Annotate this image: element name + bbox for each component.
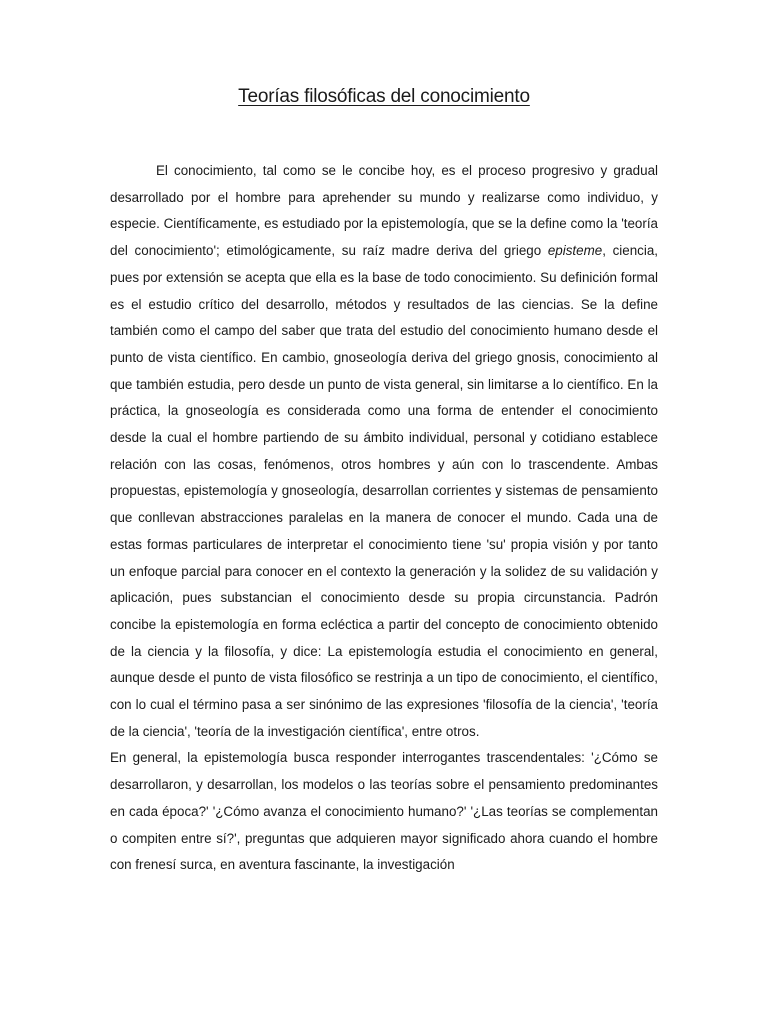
paragraph-2: En general, la epistemología busca responder interrogantes trascendentales: '¿Cómo se desarrollaron, y desarrollan, los modelos o las teorías sobre el pensamiento predominantes en cada época?' '¿Cómo avanza el conocimiento humano?' '¿Las teorías se complementan o compiten entre sí?', preguntas que adquieren mayor significado ahora cuando el hombre con frenesí surca, en aventura fascinante, la investigación <box>110 750 658 873</box>
italic-term-episteme: episteme <box>547 243 603 259</box>
paragraph-1-text-start: El conocimiento, tal como se le concibe hoy, es el proceso progresivo y gradual desarrollado por el hombre para aprehender su mundo y realizarse como individuo, y especie. Científicamente, es estudiado por la epistemología, que se la define como la 'teoría del conocimiento'; etimológicamente, su raíz madre deriva del griego <box>110 163 658 259</box>
document-title: Teorías filosóficas del conocimiento <box>238 86 530 107</box>
document-body <box>110 158 658 879</box>
paragraph-1 <box>110 158 658 745</box>
paragraph-1-text-end: , ciencia, pues por extensión se acepta que ella es la base de todo conocimiento. Su definición formal es el estudio crítico del desarrollo, métodos y resultados de las ciencias. Se la define también como el campo del saber que trata del estudio del conocimiento humano desde el punto de vista científico. En cambio, gnoseología deriva del griego gnosis, conocimiento al que también estudia, pero desde un punto de vista general, sin limitarse a lo científico. En la práctica, la gnoseología es considerada como una forma de entender el conocimiento desde la cual el hombre partiendo de su ámbito individual, personal y cotidiano establece relación con las cosas, fenómenos, otros hombres y aún con lo trascendente. Ambas propuestas, epistemología y gnoseología, desarrollan corrientes y sistemas de pensamiento que conllevan abstracciones paralelas en la manera de conocer el mundo. Cada una de estas formas particulares de interpretar el conocimiento tiene 'su' propia visión y por tanto un enfoque parcial para conocer en el contexto la generación y la solidez de su validación y aplicación, pues substancian el conocimiento desde su propia circunstancia. Padrón concibe la epistemología en forma ecléctica a partir del concepto de conocimiento obtenido de la ciencia y la filosofía, y dice: La epistemología estudia el conocimiento en general, aunque desde el punto de vista filosófico se restrinja a un tipo de conocimiento, el científico, con lo cual el término pasa a ser sinónimo de las expresiones 'filosofía de la ciencia', 'teoría de la ciencia', 'teoría de la investigación científica', entre otros. <box>110 243 658 739</box>
